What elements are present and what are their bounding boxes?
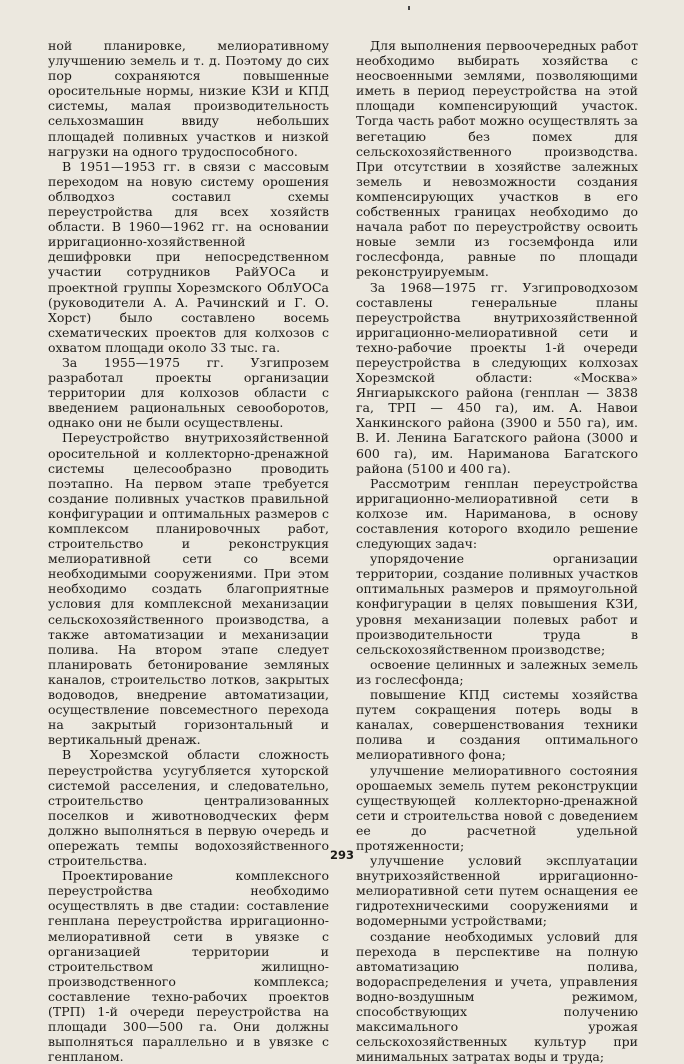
paragraph: Рассмотрим генплан переустройства ирригационно-мелиоративной сети в колхозе им. Нариманова, в основу составления которого входило решение следующих задач: (356, 475, 638, 552)
paragraph: За 1955—1975 гг. Узгипрозем разработал проекты организации территории для колхозов области с введением рациональных севооборотов, однако они не были осуществлены. (48, 354, 329, 431)
paragraph: Переустройство внутрихозяйственной оросительной и коллекторно-дренажной системы целесообразно проводить поэтапно. На первом этапе требуется создание поливных участков правильной конфигурации и оптимальных размеров с комплексом планировочных работ, строительство и реконструкция мелиоративной сети со всеми необходимыми сооружениями. При этом необходимо создать благоприятные условия для комплексной механизации сельскохозяйственного производства, а также автоматизации и механизации полива. На втором этапе следует планировать бетонирование земляных каналов, строительство лотков, закрытых водоводов, внедрение автоматизации, осуществление повсеместного перехода на закрытый горизонтальный и вертикальный дренаж. (48, 430, 329, 748)
left-column (48, 38, 329, 1064)
paragraph: В Хорезмской области сложность переустройства усугубляется хуторской системой расселения, и следовательно, строительство централизованных поселков и животноводческих ферм должно выполняться в первую очередь и опережать темпы водохозяйственного строительства. (48, 747, 329, 869)
scan-mark (408, 6, 410, 10)
list-item: улучшение условий эксплуатации внутрихозяйственной ирригационно-мелиоративной сети путем оснащения ее гидротехническими сооружениями и водомерными устройствами; (356, 853, 638, 929)
page-number: 293 (329, 848, 354, 862)
paragraph: В 1951—1953 гг. в связи с массовым переходом на новую систему орошения облводхоз составил схемы переустройства для всех хозяйств области. В 1960—1962 гг. на основании ирригационно-хозяйственной дешифровки при непосредственном участии сотрудников РайУОСа и проектной группы Хорезмского ОблУОСа (руководители А. А. Рачинский и Г. О. Хорст) было составлено восемь схематических проектов для колхозов с охватом площади около 33 тыс. га. (48, 158, 329, 355)
list-item: улучшение мелиоративного состояния орошаемых земель путем реконструкции существующей коллекторно-дренажной сети и строительства новой с доведением ее до расчетной удельной протяженности; (356, 762, 638, 853)
right-column (356, 38, 638, 1064)
list-item: упорядочение организации территории, создание поливных участков оптимальных размеров и прямоугольной конфигурации в целях повышения КЗИ, уровня механизации полевых работ и производительности труда в сельскохозяйственном производстве; (356, 551, 638, 657)
paragraph: ной планировке, мелиоративному улучшению земель и т. д. Поэтому до сих пор сохраняются повышенные оросительные нормы, низкие КЗИ и КПД системы, малая производительность сельхозмашин ввиду небольших площадей поливных участков и низкой нагрузки на одного трудоспособного. (48, 38, 329, 159)
paragraph: Для выполнения первоочередных работ необходимо выбирать хозяйства с неосвоенными землями, позволяющими иметь в период переустройства на этой площади компенсирующий участок. Тогда часть работ можно осуществлять за вегетацию без помех для сельскохозяйственного производства. При отсутствии в хозяйстве залежных земель и невозможности создания компенсирующих участков в его собственных границах необходимо до начала работ по переустройству освоить новые земли из госземфонда или гослесфонда, равные по площади реконструируемым. (356, 38, 638, 280)
list-item: создание необходимых условий для перехода в перспективе на полную автоматизацию полива, водораспределения и учета, управления водно-воздушным режимом, способствующих получению максимального урожая сельскохозяйственных культур при минимальных затратах воды и труда; (356, 928, 638, 1064)
paragraph: Проектирование комплексного переустройства необходимо осуществлять в две стадии: составление генплана переустройства ирригационно-мелиоративной сети в увязке с организацией территории и строительством жилищно-производственного комплекса; составление техно-рабочих проектов (ТРП) 1-й очереди переустройства на площади 300—500 га. Они должны выполняться параллельно и в увязке с генпланом. (48, 868, 329, 1064)
list-item: повышение КПД системы хозяйства путем сокращения потерь воды в каналах, совершенствования техники полива и создания оптимального мелиоративного фона; (356, 687, 638, 763)
paragraph: За 1968—1975 гг. Узгипроводхозом составлены генеральные планы переустройства внутрихозяйственной ирригационно-мелиоративной сети и техно-рабочие проекты 1-й очереди переустройства в следующих колхозах Хорезмской области: «Москва» Янгиарыкского района (генплан — 3838 га, ТРП — 450 га), им. А. Навои Ханкинского района (3900 и 550 га), им. В. И. Ленина Багатского района (3000 и 600 га), им. Нариманова Багатского района (5100 и 400 га). (356, 279, 638, 476)
list-item: освоение целинных и залежных земель из гослесфонда; (356, 656, 638, 687)
